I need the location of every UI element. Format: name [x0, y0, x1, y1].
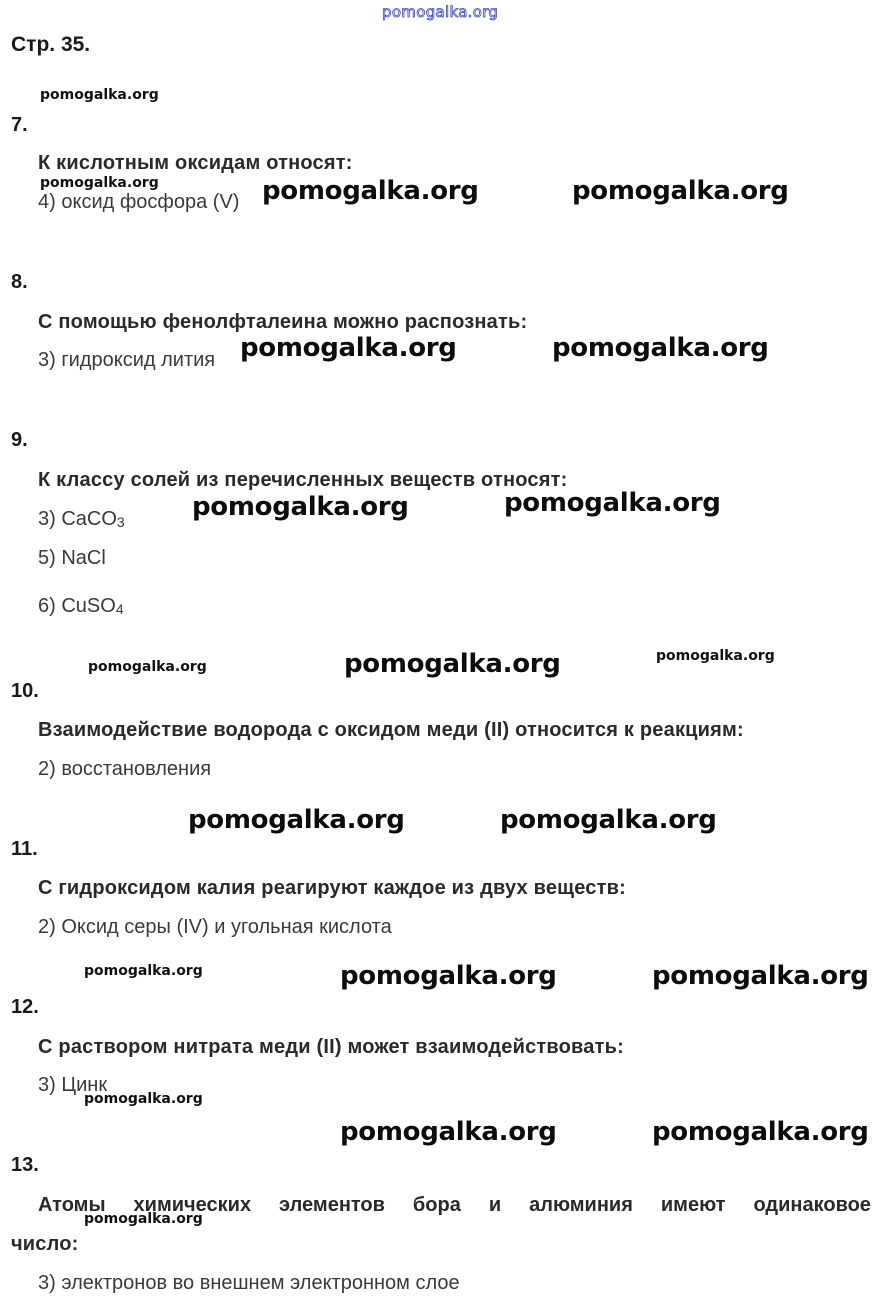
question-text: С помощью фенолфталеина можно распознать: — [38, 311, 528, 333]
question-text: С раствором нитрата меди (II) может взаимодействовать: — [38, 1036, 624, 1058]
word: и — [488, 1194, 502, 1216]
watermark: pomogalka.org — [240, 333, 457, 363]
watermark: pomogalka.org — [344, 649, 561, 679]
word: элементов — [279, 1194, 385, 1216]
watermark: pomogalka.org — [652, 961, 869, 991]
word: Атомы — [38, 1194, 106, 1216]
answer-text: 3) гидроксид лития — [38, 349, 216, 371]
watermark: pomogalka.org — [552, 333, 769, 363]
question-number: 10. — [11, 680, 39, 702]
question-number: 11. — [11, 838, 38, 860]
watermark: pomogalka.org — [84, 1091, 203, 1107]
watermark: pomogalka.org — [652, 1117, 869, 1147]
answer-text: 4) оксид фосфора (V) — [38, 191, 240, 213]
watermark: pomogalka.org — [40, 87, 159, 103]
answer-text: 2) Оксид серы (IV) и угольная кислота — [38, 916, 392, 938]
word: имеют — [660, 1194, 726, 1216]
watermark: pomogalka.org — [340, 1117, 557, 1147]
watermark: pomogalka.org — [656, 648, 775, 664]
answer-text: 6) CuSO$_4$ — [38, 595, 124, 617]
watermark: pomogalka.org — [88, 659, 207, 675]
watermark: pomogalka.org — [192, 492, 409, 522]
watermark: pomogalka.org — [40, 175, 159, 191]
question-number: 8. — [11, 271, 28, 293]
watermark: pomogalka.org — [262, 176, 479, 206]
question-text: К классу солей из перечисленных веществ относят: — [38, 469, 568, 491]
question-text: Взаимодействие водорода с оксидом меди (II) относится к реакциям: — [38, 719, 744, 741]
word: бора — [412, 1194, 461, 1216]
word: одинаковое — [753, 1194, 871, 1216]
question-number: 12. — [11, 996, 39, 1018]
watermark: pomogalka.org — [188, 805, 405, 835]
top-watermark: pomogalka.org — [382, 3, 499, 21]
watermark: pomogalka.org — [84, 963, 203, 979]
question-number: 9. — [11, 429, 28, 451]
question-text: С гидроксидом калия реагируют каждое из двух веществ: — [38, 877, 626, 899]
question-text: К кислотным оксидам относят: — [38, 152, 353, 174]
question-text-continued: число: — [11, 1233, 79, 1255]
watermark: pomogalka.org — [500, 805, 717, 835]
answer-text: 3) CaCO$_3$ — [38, 508, 125, 530]
word: алюминия — [529, 1194, 633, 1216]
word: химических — [133, 1194, 252, 1216]
answer-text: 3) электронов во внешнем электронном слое — [38, 1272, 460, 1294]
watermark: pomogalka.org — [340, 961, 557, 991]
question-number: 13. — [11, 1154, 39, 1176]
answer-text: 5) NaCl — [38, 547, 106, 569]
question-number: 7. — [11, 114, 28, 136]
watermark: pomogalka.org — [572, 176, 789, 206]
page-title: Стр. 35. — [11, 33, 91, 56]
answer-text: 2) восстановления — [38, 758, 212, 780]
answer-text: 3) Цинк — [38, 1074, 108, 1096]
watermark: pomogalka.org — [504, 488, 721, 518]
watermark: pomogalka.org — [84, 1211, 203, 1227]
